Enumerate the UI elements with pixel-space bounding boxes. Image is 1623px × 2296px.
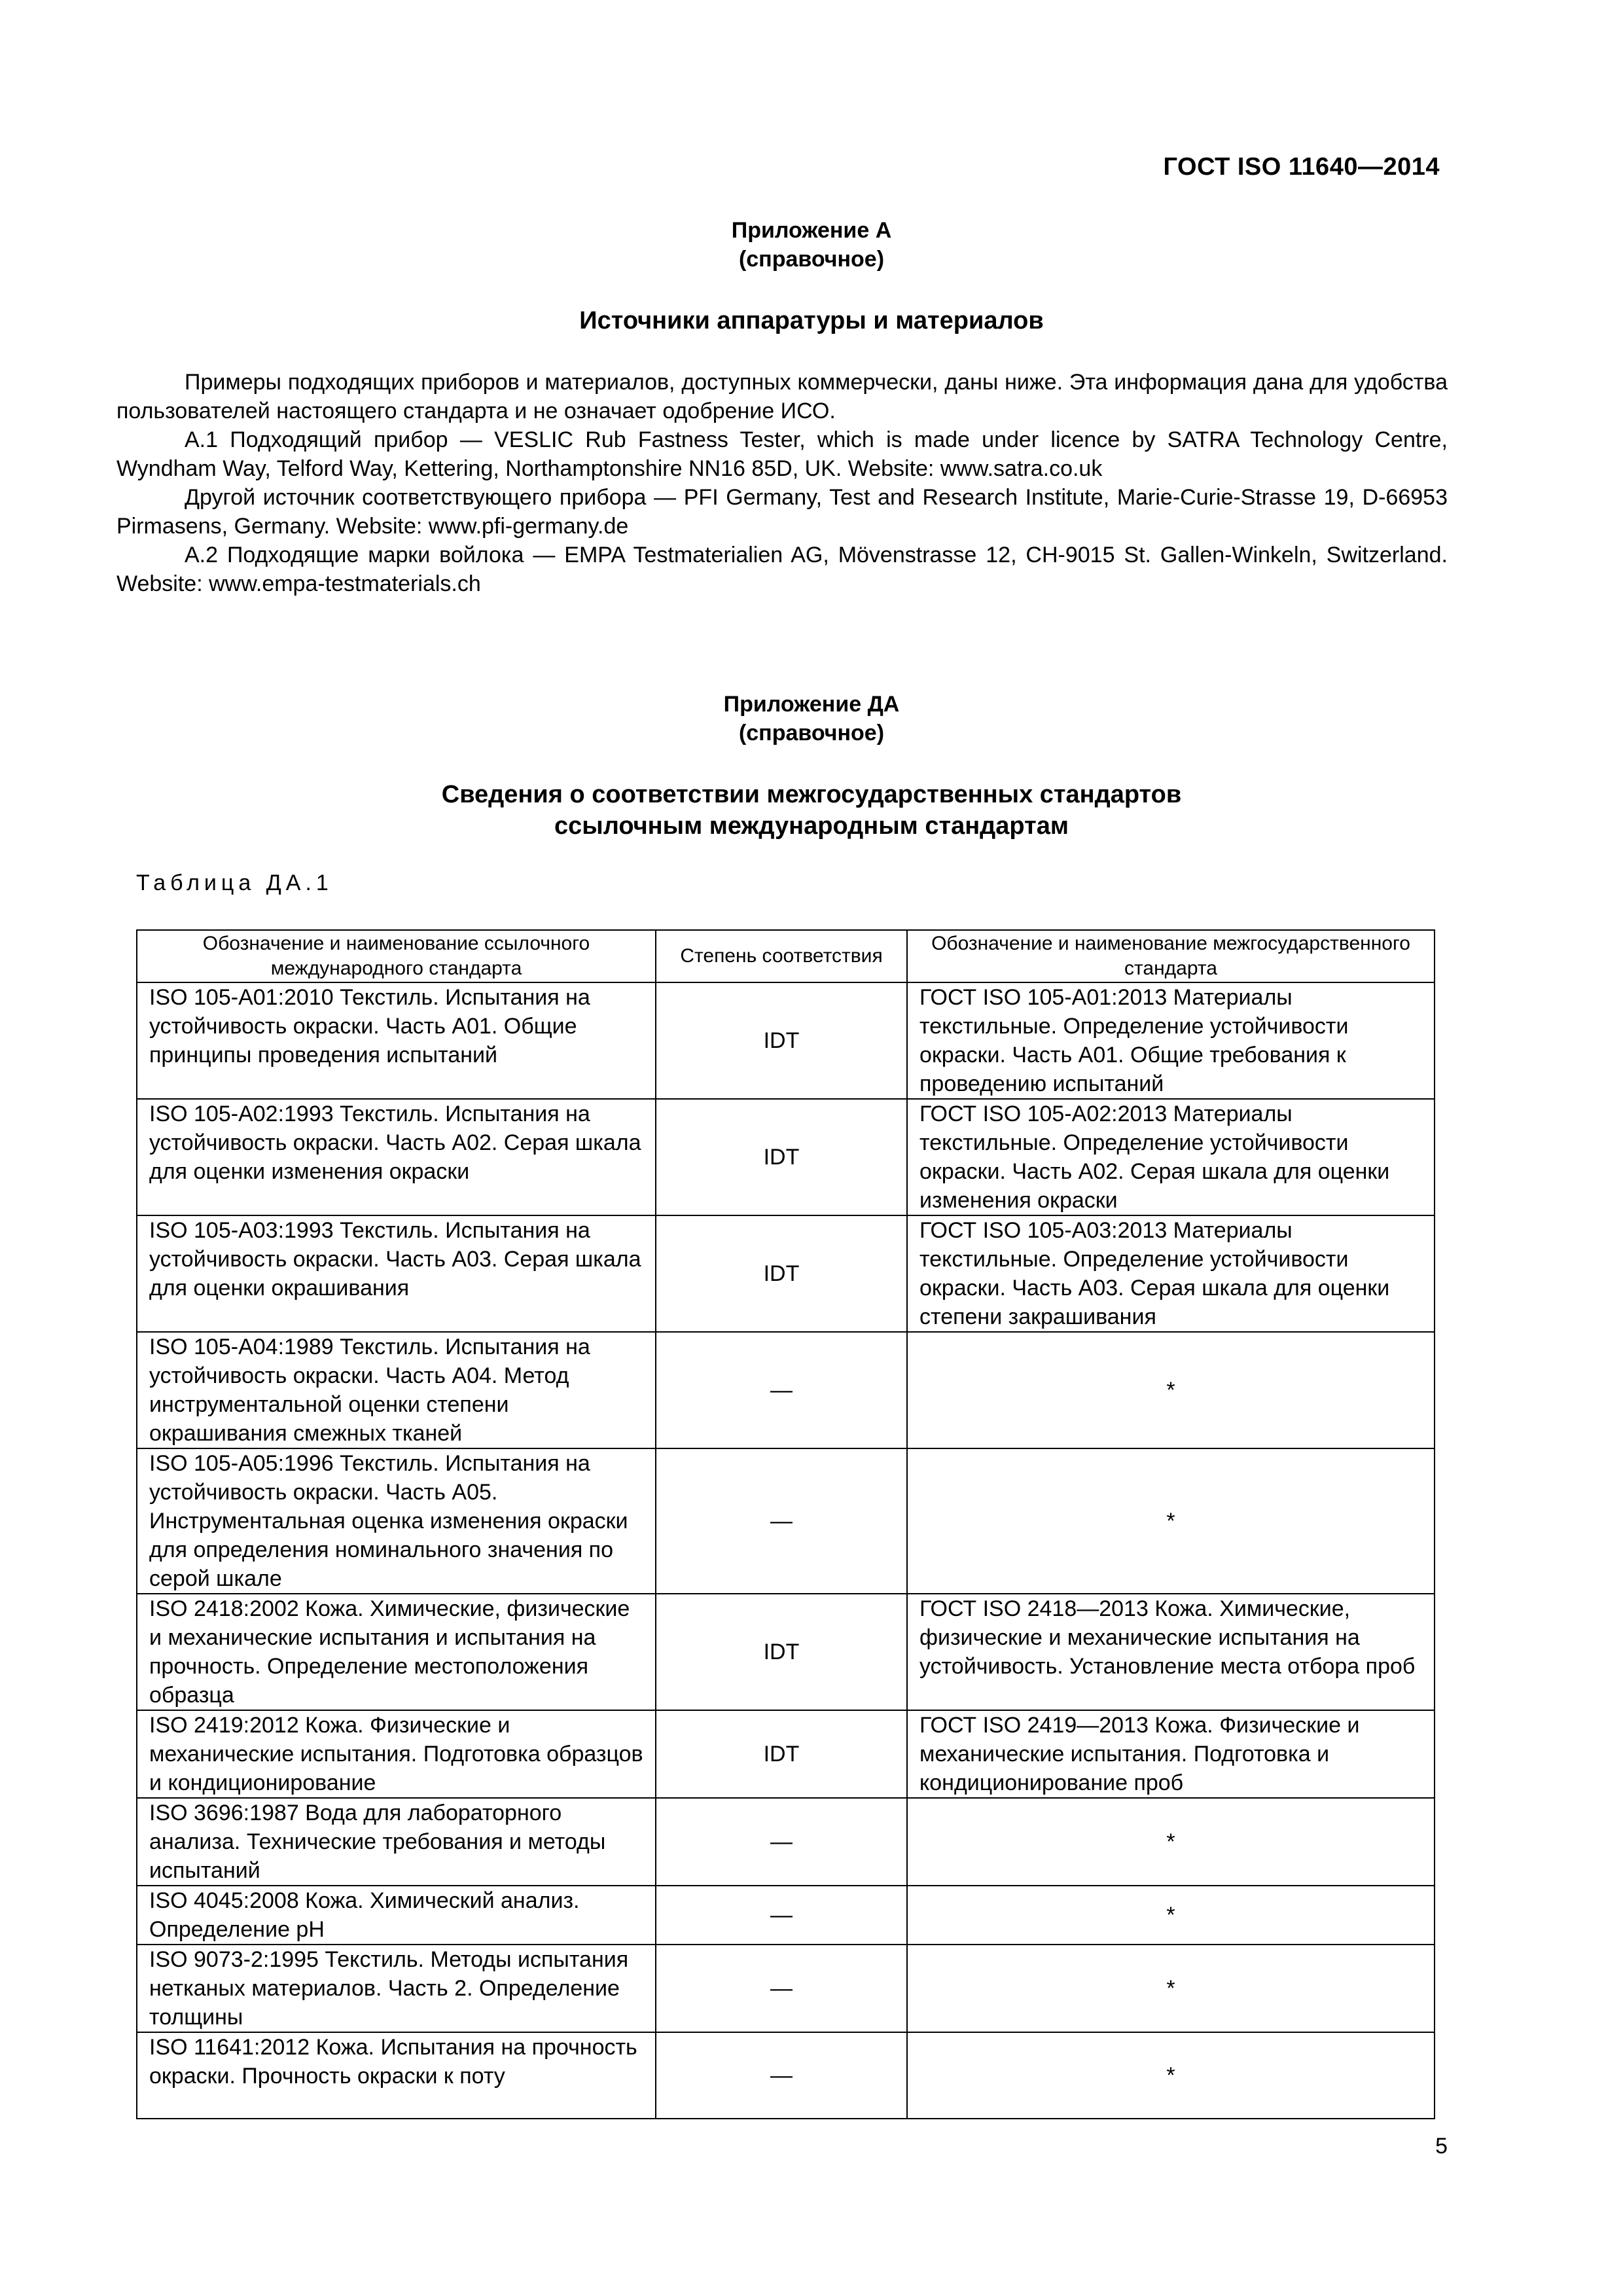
interstate-standard-cell: * (907, 1332, 1435, 1448)
appendix-a-label: Приложение А (731, 218, 892, 243)
degree-cell: — (656, 1448, 907, 1594)
degree-cell: — (656, 1332, 907, 1448)
column-header-degree: Степень соответствия (656, 930, 907, 982)
column-header-international-standard: Обозначение и наименование ссылочного международного стандарта (137, 930, 656, 982)
international-standard-cell: ISO 105-A01:2010 Текстиль. Испытания на устойчивость окраски. Часть A01. Общие принципы проведения испытаний (137, 982, 656, 1099)
interstate-standard-cell: * (907, 1448, 1435, 1594)
table-row (137, 1594, 1435, 1710)
degree-cell: — (656, 2032, 907, 2119)
degree-cell: IDT (656, 1594, 907, 1710)
appendix-a-item-a1-paragraph: А.1 Подходящий прибор — VESLIC Rub Fastness Tester, which is made under licence by SATRA Technology Centre, Wyndham Way, Telford Way, Kettering, Northamptonshire NN16 85D, UK. Website: www.satra.co.uk (116, 427, 1448, 481)
international-standard-cell: ISO 3696:1987 Вода для лабораторного анализа. Технические требования и методы испытаний (137, 1798, 656, 1886)
table-row (137, 1710, 1435, 1798)
international-standard-cell: ISO 105-A04:1989 Текстиль. Испытания на устойчивость окраски. Часть A04. Метод инструментальной оценки степени окрашивания смежных тканей (137, 1332, 656, 1448)
appendix-a-alt-source-paragraph: Другой источник соответствующего прибора — PFI Germany, Test and Research Institute, Marie-Curie-Strasse 19, D-66953 Pirmasens, Germany. Website: www.pfi-germany.de (116, 485, 1448, 539)
table-row (137, 1215, 1435, 1332)
interstate-standard-cell: * (907, 1945, 1435, 2032)
degree-cell: IDT (656, 1099, 907, 1215)
table-row (137, 1099, 1435, 1215)
interstate-standard-cell: * (907, 1886, 1435, 1945)
degree-cell: — (656, 1945, 907, 2032)
table-row (137, 1332, 1435, 1448)
appendix-a-title: Источники аппаратуры и материалов (579, 307, 1044, 334)
appendix-a-heading (0, 216, 1623, 274)
international-standard-cell: ISO 9073-2:1995 Текстиль. Методы испытания нетканых материалов. Часть 2. Определение толщины (137, 1945, 656, 2032)
appendix-a-item-a2-paragraph: А.2 Подходящие марки войлока — EMPA Testmaterialien AG, Mövenstrasse 12, CH-9015 St. Gallen-Winkeln, Switzerland. Website: www.empa-testmaterials.ch (116, 543, 1448, 596)
table-row (137, 1886, 1435, 1945)
appendix-da-heading (0, 690, 1623, 747)
interstate-standard-cell: ГОСТ ISO 105-A03:2013 Материалы текстильные. Определение устойчивости окраски. Часть A03. Серая шкала для оценки степени закрашивания (907, 1215, 1435, 1332)
international-standard-cell: ISO 105-A05:1996 Текстиль. Испытания на устойчивость окраски. Часть A05. Инструментальная оценка изменения окраски для определения номинального значения по серой шкале (137, 1448, 656, 1594)
international-standard-cell: ISO 105-A02:1993 Текстиль. Испытания на устойчивость окраски. Часть A02. Серая шкала для оценки изменения окраски (137, 1099, 656, 1215)
appendix-a-type: (справочное) (738, 247, 885, 272)
table-caption: Таблица ДА.1 (136, 870, 333, 895)
appendix-da-title (0, 779, 1623, 842)
table-row (137, 2032, 1435, 2119)
column-header-interstate-standard: Обозначение и наименование межгосударственного стандарта (907, 930, 1435, 982)
correspondence-table (136, 929, 1435, 2119)
page-number: 5 (1435, 2134, 1448, 2159)
appendix-da-title-line1: Сведения о соответствии межгосударственных стандартов (441, 781, 1182, 808)
table-row (137, 982, 1435, 1099)
appendix-da-type: (справочное) (738, 721, 885, 745)
international-standard-cell: ISO 2419:2012 Кожа. Физические и механические испытания. Подготовка образцов и кондиционирование (137, 1710, 656, 1798)
degree-cell: — (656, 1886, 907, 1945)
international-standard-cell: ISO 2418:2002 Кожа. Химические, физические и механические испытания и испытания на прочность. Определение местоположения образца (137, 1594, 656, 1710)
table-row (137, 1448, 1435, 1594)
interstate-standard-cell: * (907, 2032, 1435, 2119)
appendix-da-title-line2: ссылочным международным стандартам (554, 812, 1069, 840)
degree-cell: IDT (656, 1215, 907, 1332)
degree-cell: — (656, 1798, 907, 1886)
international-standard-cell: ISO 4045:2008 Кожа. Химический анализ. Определение рН (137, 1886, 656, 1945)
appendix-a-intro-paragraph: Примеры подходящих приборов и материалов, доступных коммерчески, даны ниже. Эта информация дана для удобства пользователей настоящего стандарта и не означает одобрение ИСО. (116, 370, 1448, 423)
interstate-standard-cell: ГОСТ ISO 2419—2013 Кожа. Физические и механические испытания. Подготовка и кондиционирование проб (907, 1710, 1435, 1798)
interstate-standard-cell: ГОСТ ISO 105-A01:2013 Материалы текстильные. Определение устойчивости окраски. Часть A01. Общие требования к проведению испытаний (907, 982, 1435, 1099)
degree-cell: IDT (656, 982, 907, 1099)
international-standard-cell: ISO 105-A03:1993 Текстиль. Испытания на устойчивость окраски. Часть A03. Серая шкала для оценки окрашивания (137, 1215, 656, 1332)
interstate-standard-cell: ГОСТ ISO 105-A02:2013 Материалы текстильные. Определение устойчивости окраски. Часть A02. Серая шкала для оценки изменения окраски (907, 1099, 1435, 1215)
international-standard-cell: ISO 11641:2012 Кожа. Испытания на прочность окраски. Прочность окраски к поту (137, 2032, 656, 2119)
interstate-standard-cell: ГОСТ ISO 2418—2013 Кожа. Химические, физические и механические испытания на устойчивость. Установление места отбора проб (907, 1594, 1435, 1710)
interstate-standard-cell: * (907, 1798, 1435, 1886)
table-header-row (137, 930, 1435, 982)
table-row (137, 1798, 1435, 1886)
standard-id-header: ГОСТ ISO 11640—2014 (1163, 153, 1440, 181)
table-row (137, 1945, 1435, 2032)
appendix-da-label: Приложение ДА (723, 692, 900, 717)
degree-cell: IDT (656, 1710, 907, 1798)
